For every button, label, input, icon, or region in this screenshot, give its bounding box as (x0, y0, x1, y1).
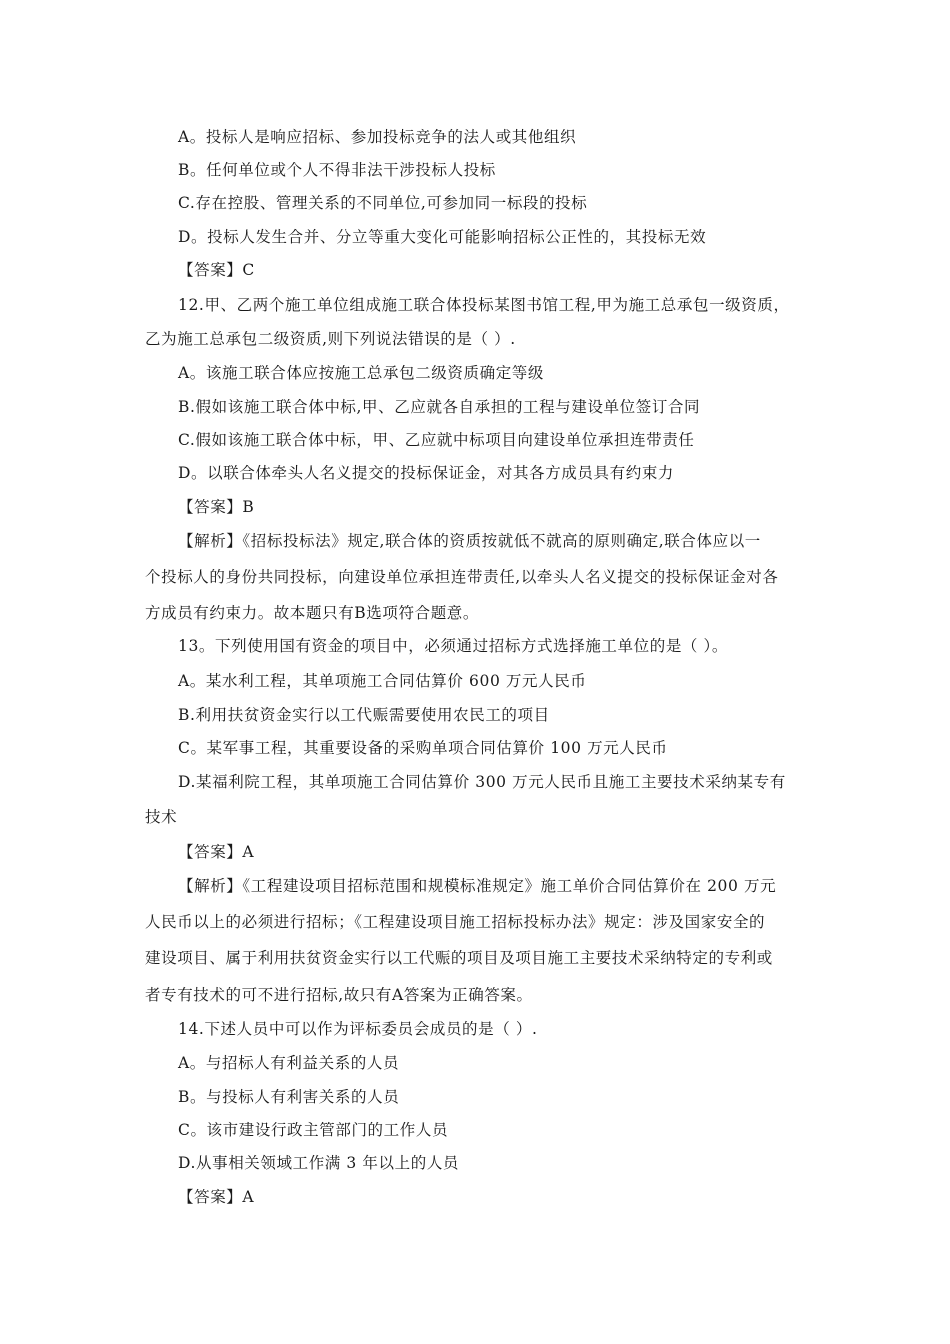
q13-analysis-line-1: 【解析】《工程建设项目招标范围和规模标准规定》施工单价合同估算价在 200 万元 (178, 877, 777, 895)
q12-stem-line-1: 12.甲、乙两个施工单位组成施工联合体投标某图书馆工程,甲为施工总承包一级资质， (178, 296, 790, 314)
q12-analysis-line-1: 【解析】《招标投标法》规定,联合体的资质按就低不就高的原则确定,联合体应以一 (178, 532, 761, 550)
q13-analysis-line-2: 人民币以上的必须进行招标；《工程建设项目施工招标投标办法》规定：涉及国家安全的 (145, 913, 766, 931)
q14-answer: 【答案】A (178, 1188, 255, 1206)
q11-option-d: D。投标人发生合并、分立等重大变化可能影响招标公正性的，其投标无效 (178, 228, 707, 246)
q13-option-b: B.利用扶贫资金实行以工代赈需要使用农民工的项目 (178, 706, 550, 724)
q13-answer: 【答案】A (178, 843, 255, 861)
q11-answer: 【答案】C (178, 261, 255, 279)
q11-option-a: A。投标人是响应招标、参加投标竞争的法人或其他组织 (178, 128, 577, 146)
q12-analysis-line-2: 个投标人的身份共同投标，向建设单位承担连带责任,以牵头人名义提交的投标保证金对各 (145, 568, 779, 586)
q12-option-c: C.假如该施工联合体中标，甲、乙应就中标项目向建设单位承担连带责任 (178, 431, 695, 449)
q13-option-d-line-1: D.某福利院工程，其单项施工合同估算价 300 万元人民币且施工主要技术采纳某专有 (178, 773, 786, 791)
q12-option-b: B.假如该施工联合体中标,甲、乙应就各自承担的工程与建设单位签订合同 (178, 398, 701, 416)
q14-option-d: D.从事相关领域工作满 3 年以上的人员 (178, 1154, 460, 1172)
q14-option-b: B。与投标人有利害关系的人员 (178, 1088, 400, 1106)
q12-option-d: D。以联合体牵头人名义提交的投标保证金，对其各方成员具有约束力 (178, 464, 675, 482)
q14-option-a: A。与招标人有利益关系的人员 (178, 1054, 400, 1072)
q13-option-a: A。某水利工程，其单项施工合同估算价 600 万元人民币 (178, 672, 587, 690)
q13-stem: 13。下列使用国有资金的项目中，必须通过招标方式选择施工单位的是（ ）。 (178, 637, 729, 655)
q14-stem: 14.下述人员中可以作为评标委员会成员的是（ ）. (178, 1020, 538, 1038)
q14-option-c: C。该市建设行政主管部门的工作人员 (178, 1121, 449, 1139)
q11-option-c: C.存在控股、管理关系的不同单位,可参加同一标段的投标 (178, 194, 588, 212)
q13-option-c: C。某军事工程，其重要设备的采购单项合同估算价 100 万元人民币 (178, 739, 668, 757)
q13-option-d-line-2: 技术 (145, 808, 178, 826)
q13-analysis-line-3: 建设项目、属于利用扶贫资金实行以工代赈的项目及项目施工主要技术采纳特定的专利或 (145, 949, 773, 967)
q13-analysis-line-4: 者专有技术的可不进行招标,故只有A答案为正确答案。 (145, 986, 533, 1004)
q12-answer: 【答案】B (178, 498, 255, 516)
q11-option-b: B。任何单位或个人不得非法干涉投标人投标 (178, 161, 496, 179)
q12-analysis-line-3: 方成员有约束力。故本题只有B选项符合题意。 (145, 604, 479, 622)
q12-stem-line-2: 乙为施工总承包二级资质,则下列说法错误的是（ ）. (145, 330, 516, 348)
q12-option-a: A。该施工联合体应按施工总承包二级资质确定等级 (178, 364, 544, 382)
